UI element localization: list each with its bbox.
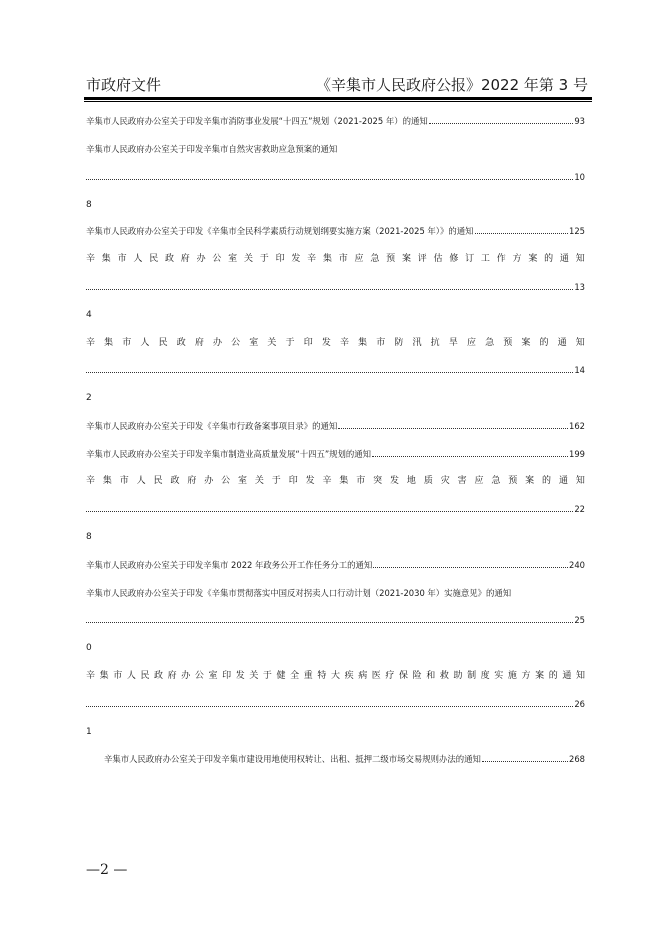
toc-entry-title-char: 政 [170,476,180,486]
toc-entry-page: 162 [569,421,585,431]
toc-entry-page-tail: 8 [86,532,92,542]
toc-entry-title-char: 于 [271,476,281,486]
toc-entry-title-char: 知 [575,338,585,348]
toc-entry-page: 240 [569,560,585,570]
toc-entry-title-char: 保 [399,671,409,681]
toc-entry-title-char: 修 [449,254,459,264]
toc-entry-title-char: 发 [235,671,245,681]
leader-dots [86,371,573,373]
toc-entry-title-char: 病 [358,671,368,681]
toc-entry-title-char: 医 [371,671,381,681]
header-rule-thick [84,97,592,100]
toc-entry-page-head: 10 [574,172,585,182]
toc-entry-title-char: 民 [140,671,150,681]
toc-entry-title-char: 预 [508,476,518,486]
toc-entry-title-char: 应 [354,254,364,264]
toc-entry-title-char: 辛 [86,671,96,681]
toc-entry-title-char: 府 [180,254,190,264]
toc-entry-title-char: 通 [562,671,572,681]
toc-entry-page-line [86,364,585,376]
toc-entry-title-char: 度 [480,671,490,681]
toc-entry-title-char: 人 [140,338,150,348]
page-number: —2 — [86,862,128,878]
toc-entry-title-char: 急 [370,254,380,264]
toc-entry-title-char: 施 [507,671,517,681]
toc-entry-title-char: 辛 [339,338,349,348]
toc-entry-title-char: 知 [575,476,585,486]
toc-entry-title-char: 预 [386,254,396,264]
toc-entry-title-char: 关 [249,671,259,681]
toc-entry-title-char: 疾 [344,671,354,681]
toc-entry-page-head: 14 [574,365,585,375]
toc-entry[interactable] [86,587,585,599]
leader-dots [86,621,573,623]
leader-dots [86,178,573,180]
toc-entry-title-char: 的 [539,338,549,348]
toc-entry-title-char: 办 [181,671,191,681]
toc-entry-title-char: 发 [291,254,301,264]
toc-entry-title-char: 案 [525,476,535,486]
toc-entry-title-char: 案 [528,254,538,264]
toc-entry-page-head: 22 [574,504,585,514]
toc-entry-title-char: 案 [535,671,545,681]
toc-entry-title-char: 公 [221,476,231,486]
toc-entry-title-char: 预 [503,338,513,348]
toc-entry-page: 93 [574,116,585,126]
toc-entry-title-char: 知 [575,671,585,681]
toc-entry-title-char: 重 [303,671,313,681]
toc-entry-title-char: 市 [119,476,129,486]
toc-entry-title-char: 府 [187,476,197,486]
toc-entry-page-tail: 2 [86,393,92,403]
toc-entry-page-line [86,698,585,710]
toc-entry-title-char: 急 [491,476,501,486]
toc-entry-title-char: 集 [99,671,109,681]
toc-entry-title-char: 订 [465,254,475,264]
toc-entry[interactable] [86,143,585,155]
toc-entry-page-tail: 4 [86,310,92,320]
toc-entry-page-head: 25 [574,615,585,625]
toc-entry[interactable] [86,559,585,571]
toc-entry-title-char: 通 [557,338,567,348]
toc-entry-title-char: 集 [101,254,111,264]
toc-entry-title: 辛集市人民政府办公室关于印发《辛集市全民科学素质行动规划纲要实施方案（2021-2025 年）》的通知 [86,226,474,236]
toc-entry-title-char: 印 [275,254,285,264]
toc-entry-title-char: 关 [254,476,264,486]
toc-entry-title-char: 辛 [86,476,96,486]
toc-entry[interactable] [86,420,585,432]
toc-entry-title-char: 害 [457,476,467,486]
toc-entry-title-char: 防 [394,338,404,348]
toc-entry-page-head: 13 [574,282,585,292]
toc-entry-title-char: 辛 [322,476,332,486]
toc-entry-title-char: 民 [153,476,163,486]
toc-entry[interactable] [104,753,585,765]
toc-entry-title-char: 人 [136,476,146,486]
toc-entry-page-line [86,503,585,515]
toc-entry-title-char: 通 [559,254,569,264]
leader-dots [475,232,569,234]
toc-entry-title-char: 公 [231,338,241,348]
toc-entry-title-char: 应 [466,338,476,348]
toc-entry-title-char: 办 [196,254,206,264]
toc-entry-title-char: 印 [303,338,313,348]
toc-entry-title-char: 政 [154,671,164,681]
toc-entry-title-char: 作 [496,254,506,264]
toc-entry-title-char: 和 [426,671,436,681]
toc-entry-title-char: 市 [338,254,348,264]
toc-entry-title-char: 助 [453,671,463,681]
toc-entry-title-char: 应 [474,476,484,486]
toc-entry[interactable] [86,337,585,349]
toc-entry-page-tail: 8 [86,200,92,210]
toc-entry-title-char: 汛 [412,338,422,348]
toc-entry-title-char: 疗 [385,671,395,681]
toc-entry-title-char: 集 [322,254,332,264]
toc-entry-title-char: 民 [158,338,168,348]
toc-entry-title: 辛集市人民政府办公室关于印发辛集市 2022 年政务公开工作任务分工的通知 [86,560,373,570]
toc-entry-title-char: 民 [149,254,159,264]
leader-dots [482,760,568,762]
toc-entry-title: 辛集市人民政府办公室关于印发辛集市自然灾害救助应急预案的通知 [86,144,338,154]
toc-entry-title-char: 方 [521,671,531,681]
toc-entry-page-line [86,281,585,293]
toc-entry-title-char: 旱 [448,338,458,348]
toc-entry-title-char: 印 [222,671,232,681]
toc-entry-page: 199 [569,449,585,459]
toc-entry-title-char: 急 [485,338,495,348]
toc-entry-title-char: 印 [288,476,298,486]
toc-entry-title-char: 政 [164,254,174,264]
toc-entry[interactable] [86,475,585,487]
toc-entry-title-char: 制 [467,671,477,681]
toc-entry-title-char: 市 [376,338,386,348]
leader-dots [86,510,573,512]
toc-entry-title-char: 辛 [86,254,96,264]
toc-entry-title-char: 评 [417,254,427,264]
toc-entry-title-char: 辛 [307,254,317,264]
toc-entry-title-char: 市 [113,671,123,681]
toc-entry-title-char: 室 [249,338,259,348]
toc-entry-title-char: 府 [194,338,204,348]
toc-entry-title: 辛集市人民政府办公室关于印发辛集市消防事业发展“十四五”规划（2021-2025 年）的通知 [86,116,428,126]
toc-entry-title-char: 人 [133,254,143,264]
toc-entry-title-char: 质 [423,476,433,486]
toc-entry-title-char: 集 [102,476,112,486]
leader-dots [429,122,574,124]
toc-entry-title-char: 室 [208,671,218,681]
toc-entry-title-char: 于 [259,254,269,264]
toc-entry-title-char: 的 [542,476,552,486]
toc-entry-title-char: 健 [276,671,286,681]
toc-entry-title-char: 府 [167,671,177,681]
leader-dots [338,427,568,429]
toc-entry-title-char: 集 [358,338,368,348]
toc-entry-title: 辛集市人民政府办公室关于印发《辛集市行政备案事项目录》的通知 [86,421,338,431]
toc-entry-page-tail: 0 [86,643,92,653]
toc-entry-title-char: 案 [521,338,531,348]
toc-entry-title-char: 大 [330,671,340,681]
toc-entry-title-char: 发 [305,476,315,486]
toc-entry-title-char: 于 [285,338,295,348]
toc-entry-title-char: 发 [390,476,400,486]
toc-entry-title-char: 人 [126,671,136,681]
header-publication-title: 《辛集市人民政府公报》2022 年第 3 号 [315,76,588,94]
header-section-title: 市政府文件 [86,76,162,94]
toc-entry[interactable] [86,448,585,460]
toc-entry-title-char: 险 [412,671,422,681]
toc-entry-page-line [86,614,585,626]
toc-entry-title-char: 公 [194,671,204,681]
leader-dots [86,288,573,290]
toc-entry-title-char: 关 [267,338,277,348]
toc-entry-title-char: 灾 [440,476,450,486]
toc-entry-title-char: 室 [238,476,248,486]
toc-entry-title-char: 办 [204,476,214,486]
toc-entry-title-char: 的 [548,671,558,681]
toc-entry-title-char: 辛 [86,338,96,348]
toc-entry-page: 125 [569,226,585,236]
toc-entry-title-char: 室 [228,254,238,264]
toc-entry[interactable] [86,670,585,682]
toc-entry-page-line [86,171,585,183]
toc-entry-title-char: 集 [339,476,349,486]
toc-entry-title-char: 估 [433,254,443,264]
toc-entry-title-char: 于 [262,671,272,681]
toc-entry-title-char: 实 [494,671,504,681]
toc-entry-title-char: 救 [439,671,449,681]
toc-entry-title: 辛集市人民政府办公室关于印发《辛集市贯彻落实中国反对拐卖人口行动计划（2021-2030 年）实施意见》的通知 [86,588,512,598]
toc-entry-title-char: 全 [290,671,300,681]
toc-entry[interactable] [86,115,585,127]
toc-entry[interactable] [86,253,585,265]
toc-entry-title-char: 通 [558,476,568,486]
toc-entry-title-char: 办 [212,338,222,348]
toc-entry-title-char: 抗 [430,338,440,348]
toc-entry-title-char: 地 [406,476,416,486]
toc-entry-title-char: 政 [176,338,186,348]
toc-entry-title-char: 关 [243,254,253,264]
toc-entry-page-head: 26 [574,699,585,709]
toc-entry-title-char: 市 [356,476,366,486]
toc-entry-title-char: 市 [122,338,132,348]
toc-entry-title-char: 知 [575,254,585,264]
leader-dots [373,566,568,568]
toc-entry-title-char: 发 [321,338,331,348]
toc-entry-page-tail: 1 [86,727,92,737]
toc-entry-title: 辛集市人民政府办公室关于印发辛集市建设用地使用权转让、出租、抵押二级市场交易规则办法的通知 [104,754,481,764]
leader-dots [372,455,568,457]
toc-entry-title-char: 市 [117,254,127,264]
toc-entry-title-char: 特 [317,671,327,681]
toc-entry-title-char: 方 [512,254,522,264]
toc-entry-title-char: 公 [212,254,222,264]
header-rule-thin [84,101,592,102]
toc-entry-title-char: 案 [401,254,411,264]
toc-entry-title-char: 工 [480,254,490,264]
toc-entry-title-char: 的 [544,254,554,264]
toc-entry[interactable] [86,225,585,237]
toc-entry-title-char: 突 [373,476,383,486]
leader-dots [86,705,573,707]
toc-entry-title-char: 集 [104,338,114,348]
toc-entry-page: 268 [569,754,585,764]
toc-entry-title: 辛集市人民政府办公室关于印发辛集市制造业高质量发展“十四五”规划的通知 [86,449,372,459]
